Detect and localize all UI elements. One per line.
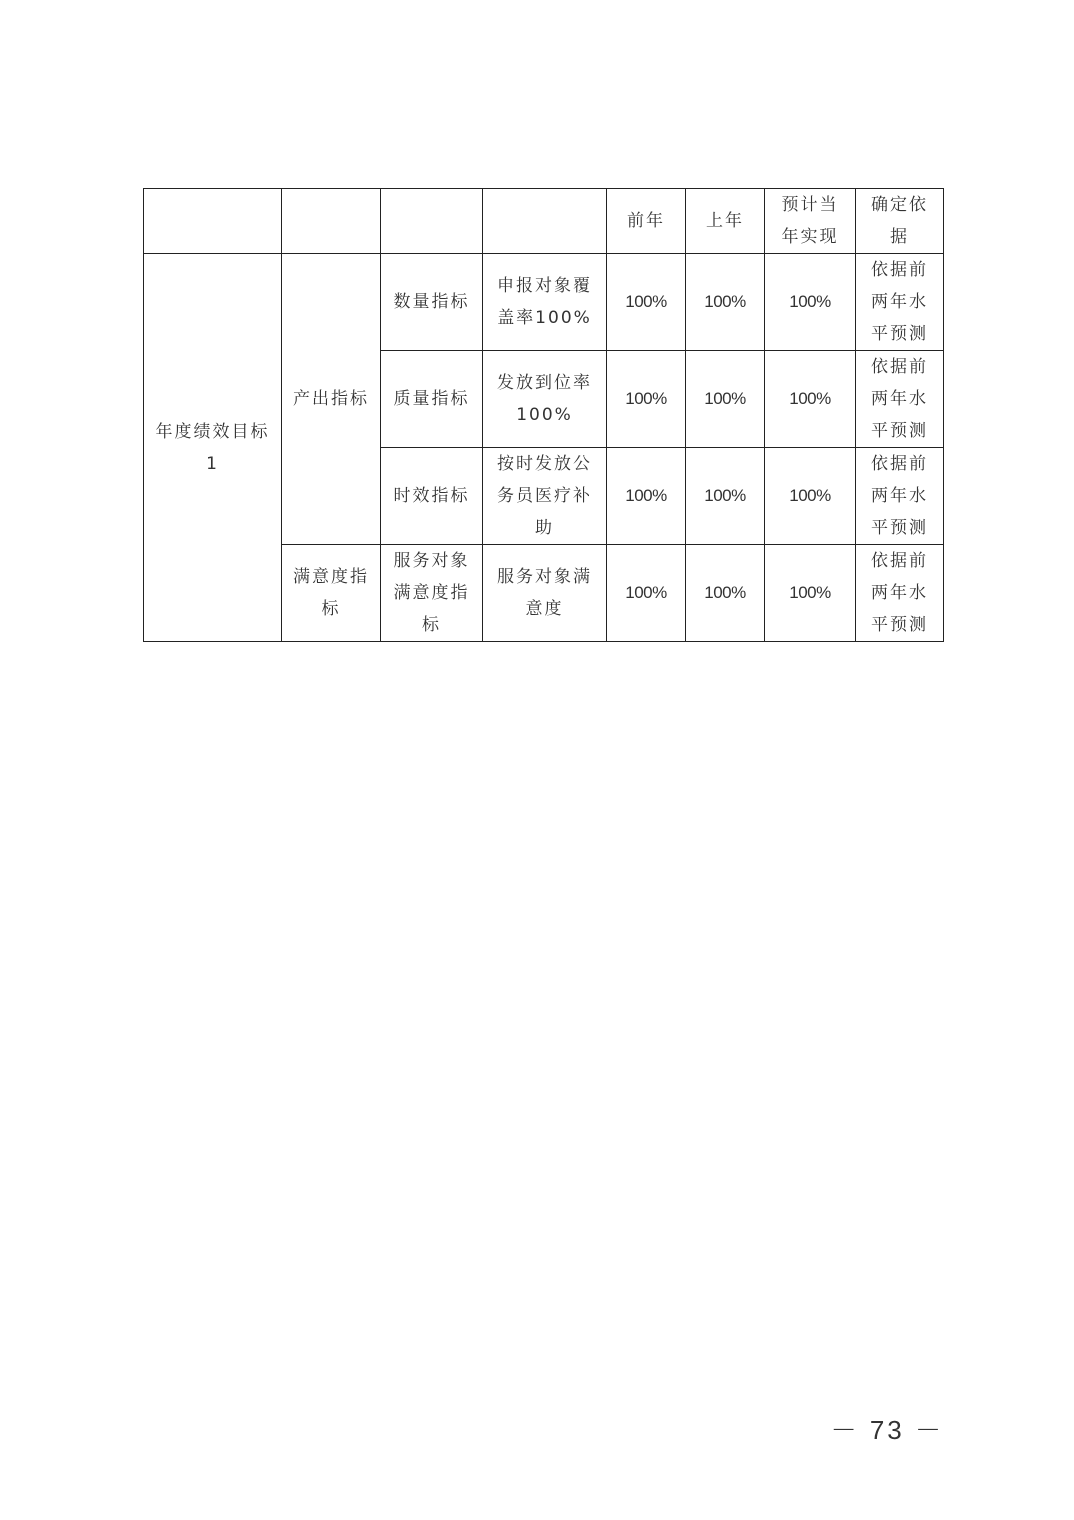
subcategory-cell: 时效指标 — [381, 448, 483, 545]
category-satisfaction-cell: 满意度指标 — [282, 545, 381, 642]
expected-cell: 100% — [765, 448, 856, 545]
subcategory-cell: 数量指标 — [381, 254, 483, 351]
subcategory-cell: 服务对象满意度指标 — [381, 545, 483, 642]
indicator-cell: 服务对象满意度 — [483, 545, 607, 642]
last-year-cell: 100% — [686, 254, 765, 351]
header-cell-expected: 预计当年实现 — [765, 189, 856, 254]
expected-cell: 100% — [765, 545, 856, 642]
header-cell-empty-2 — [282, 189, 381, 254]
indicator-cell: 发放到位率100% — [483, 351, 607, 448]
goal-cell: 年度绩效目标1 — [144, 254, 282, 642]
category-output-cell: 产出指标 — [282, 254, 381, 545]
header-cell-last-year: 上年 — [686, 189, 765, 254]
header-cell-prev-year: 前年 — [607, 189, 686, 254]
table-row — [144, 254, 944, 351]
header-cell-basis: 确定依据 — [856, 189, 944, 254]
prev-year-cell: 100% — [607, 448, 686, 545]
prev-year-cell: 100% — [607, 254, 686, 351]
last-year-cell: 100% — [686, 448, 765, 545]
basis-cell: 依据前两年水平预测 — [856, 351, 944, 448]
indicator-cell: 按时发放公务员医疗补助 — [483, 448, 607, 545]
expected-cell: 100% — [765, 351, 856, 448]
page-number: － 73 － — [830, 1415, 944, 1445]
header-cell-empty-4 — [483, 189, 607, 254]
last-year-cell: 100% — [686, 545, 765, 642]
header-cell-empty-3 — [381, 189, 483, 254]
prev-year-cell: 100% — [607, 545, 686, 642]
last-year-cell: 100% — [686, 351, 765, 448]
basis-cell: 依据前两年水平预测 — [856, 545, 944, 642]
expected-cell: 100% — [765, 254, 856, 351]
table-header-row — [144, 189, 944, 254]
basis-cell: 依据前两年水平预测 — [856, 254, 944, 351]
header-cell-empty-1 — [144, 189, 282, 254]
prev-year-cell: 100% — [607, 351, 686, 448]
subcategory-cell: 质量指标 — [381, 351, 483, 448]
basis-cell: 依据前两年水平预测 — [856, 448, 944, 545]
performance-table — [143, 188, 944, 642]
indicator-cell: 申报对象覆盖率100% — [483, 254, 607, 351]
